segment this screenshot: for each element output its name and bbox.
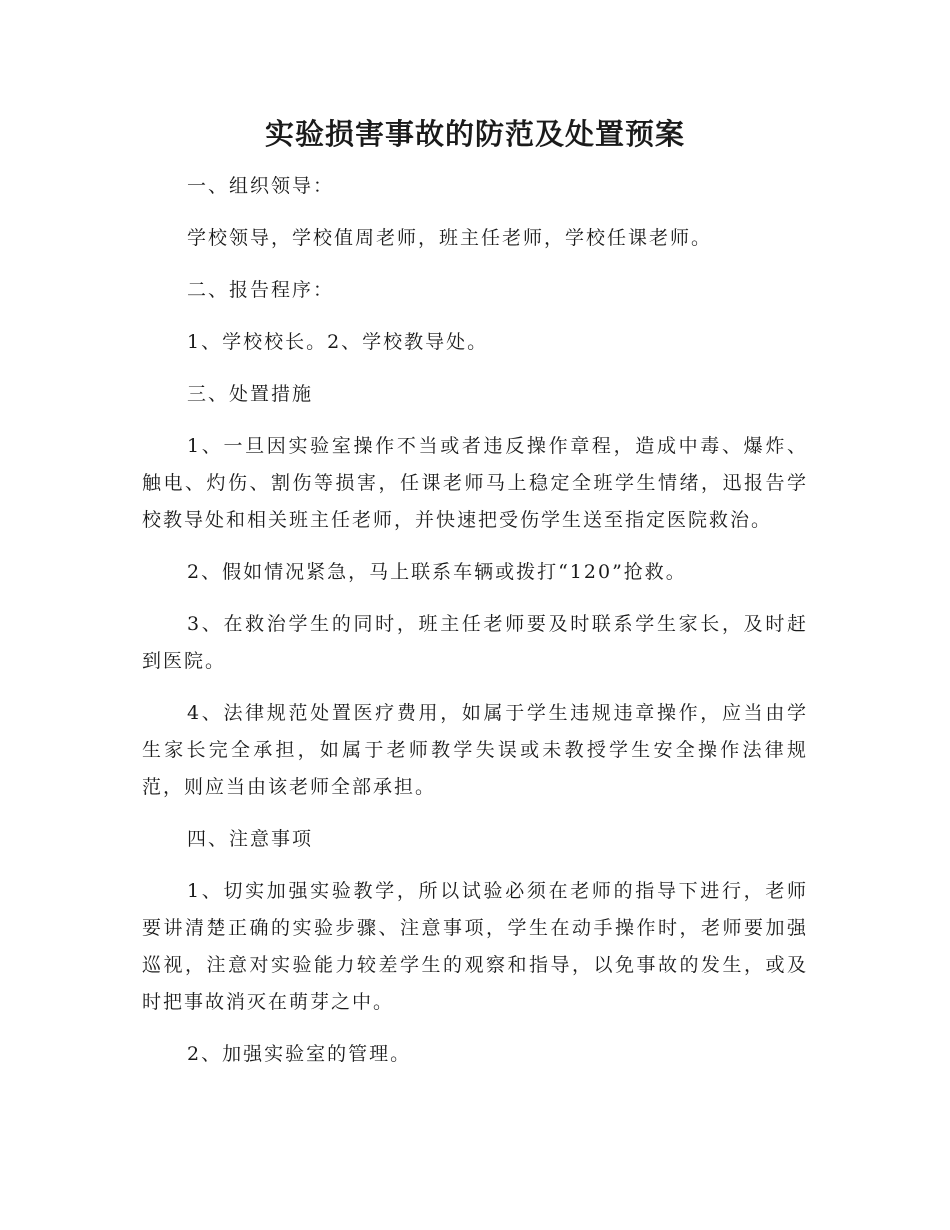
heading-measures: 三、处置措施 (187, 383, 314, 405)
heading-report-procedure: 二、报告程序： (187, 279, 335, 301)
paragraph-note-2: 2、加强实验室的管理。 (187, 1043, 412, 1065)
heading-notes: 四、注意事项 (187, 828, 314, 850)
paragraph-report-steps: 1、学校校长。2、学校教导处。 (187, 331, 489, 353)
paragraph-note-1: 1、切实加强实验教学，所以试验必须在老师的指导下进行，老师要讲清楚正确的实验步骤、注意事项，学生在动手操作时，老师要加强巡视，注意对实验能力较差学生的观察和指导，以免事故的发生，或及时把事故消灭在萌芽之中。 (142, 880, 808, 1013)
document-title: 实验损害事故的防范及处置预案 (264, 117, 685, 151)
paragraph-measure-1: 1、一旦因实验室操作不当或者违反操作章程，造成中毒、爆炸、触电、灼伤、割伤等损害，任课老师马上稳定全班学生情绪，迅报告学校教导处和相关班主任老师，并快速把受伤学生送至指定医院救治。 (142, 435, 808, 531)
document-body (142, 168, 808, 1088)
paragraph-organization-members: 学校领导，学校值周老师，班主任老师，学校任课老师。 (187, 227, 713, 249)
paragraph-measure-2: 2、假如情况紧急，马上联系车辆或拨打“120”抢救。 (187, 561, 687, 583)
heading-organization: 一、组织领导： (187, 175, 335, 197)
paragraph-measure-3: 3、在救治学生的同时，班主任老师要及时联系学生家长，及时赶到医院。 (142, 613, 808, 672)
paragraph-measure-4: 4、法律规范处置医疗费用，如属于学生违规违章操作，应当由学生家长完全承担，如属于老师教学失误或未教授学生安全操作法律规范，则应当由该老师全部承担。 (142, 702, 808, 798)
